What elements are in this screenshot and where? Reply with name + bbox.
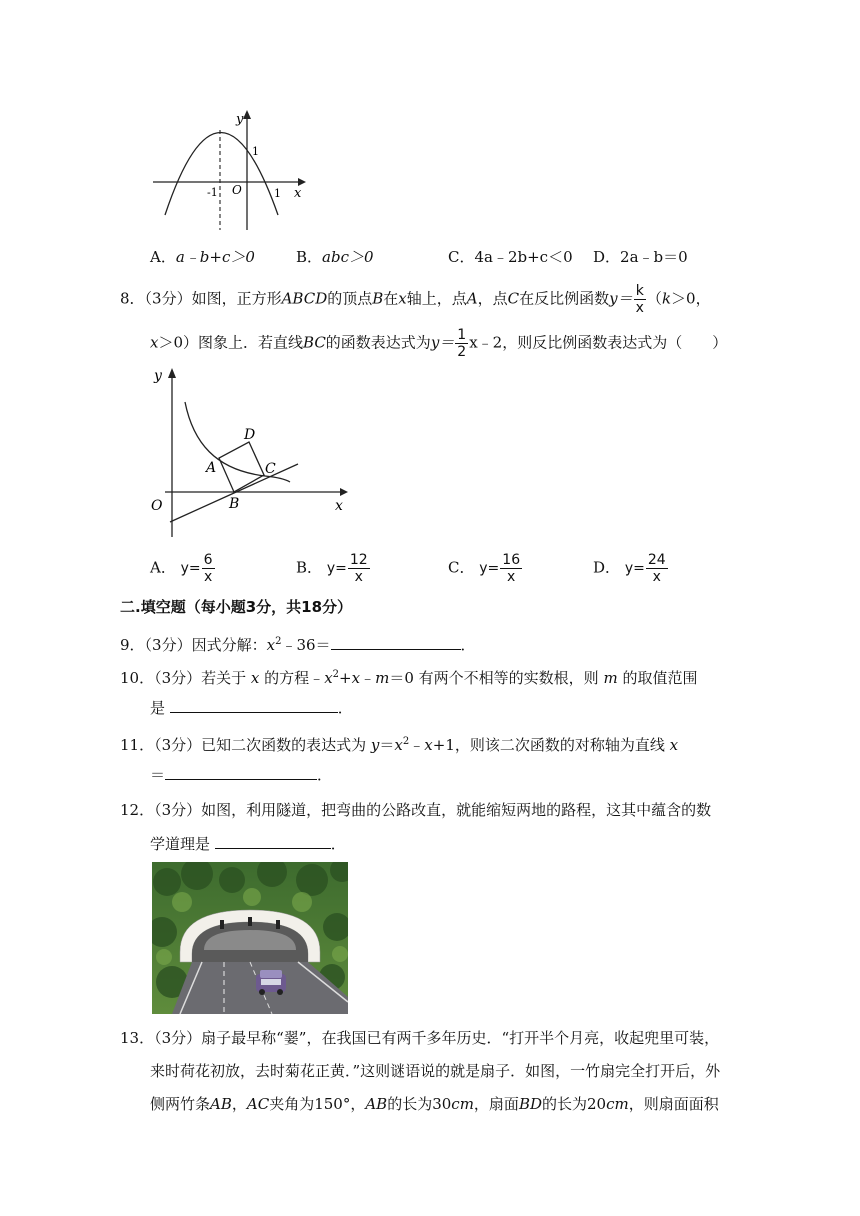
x-axis-label: x (294, 186, 302, 201)
q13-line1: 13．（3分）扇子最早称“翣”，在我国已有两千多年历史．“打开半个月亮，收起兜里可装， (120, 1029, 720, 1047)
q12-line2: 学道理是 ． (150, 835, 346, 853)
q11-line2: ＝ ． (150, 766, 333, 784)
option-text: abc＞0 (322, 248, 374, 266)
q8-stem-line2: x＞0）图象上．若直线BC的函数表达式为y＝ $\frac{1}{2}$ x﹣2，则反比例函数表达式为（ ） (150, 327, 728, 360)
q12-answer-blank[interactable] (215, 834, 331, 849)
point-a-label: A (206, 460, 217, 476)
x-axis-label: x (335, 498, 343, 514)
neg-one-label: -1 (207, 186, 218, 199)
q7-option-d[interactable] (593, 247, 688, 267)
option-letter: B． (296, 248, 323, 266)
option-letter: D． (593, 248, 621, 266)
y-axis-label: y (236, 112, 244, 127)
q8-square-hyperbola-graph (145, 362, 355, 542)
q13-line2: 来时荷花初放，去时菊花正黄．”这则谜语说的就是扇子．如图，一竹扇完全打开后，外 (150, 1062, 721, 1080)
q7-parabola-graph (150, 105, 310, 235)
q7-option-b[interactable] (296, 247, 374, 267)
option-text: a﹣b+c＞0 (175, 248, 255, 266)
option-letter: C． (448, 248, 475, 266)
q8-option-a[interactable]: A． y= $\frac{6}{x}$ (150, 552, 213, 585)
q10-line2: 是 ． (150, 699, 353, 717)
q7-option-a[interactable] (150, 247, 255, 267)
q7-option-c[interactable] (448, 247, 573, 267)
y-axis-arrow (168, 368, 176, 378)
q10-answer-blank[interactable] (170, 698, 338, 713)
q12-line1: 12．（3分）如图，利用隧道，把弯曲的公路改直，就能缩短两地的路程，这其中蕴含的数 (120, 801, 712, 819)
q10-line1: 10．（3分）若关于 x 的方程$﹣x^2+x﹣m=0$ 有两个不相等的实数根，则 m 的取值范围 (120, 669, 698, 687)
line-bc (170, 464, 298, 522)
car (256, 970, 286, 995)
origin-label: O (232, 183, 242, 197)
point-b-label: B (229, 496, 240, 512)
q11-line1: 11．（3分）已知二次函数的表达式为 $y=x^2﹣x+1$，则该二次函数的对称轴为直线 x (120, 736, 679, 754)
y-axis-arrow (243, 110, 251, 119)
option-text: 4a﹣2b+c＜0 (474, 248, 573, 266)
tunnel-photo (152, 862, 348, 1014)
parabola-curve (165, 133, 278, 216)
q8-option-c[interactable]: C． y= $\frac{16}{x}$ (448, 552, 521, 585)
q8-stem-line1: 8．（3分）如图，正方形ABCD的顶点B在x轴上，点A，点C在反比例函数y＝ $\frac{k}{x}$ （k＞0， (120, 283, 711, 316)
q8-option-d[interactable]: D． y= $\frac{24}{x}$ (593, 552, 666, 585)
option-letter: A． (150, 248, 176, 266)
q13-line3: 侧两竹条AB，AC夹角为150°，AB的长为30cm，扇面BD的长为20cm，则扇面面积 (150, 1095, 719, 1113)
k-over-x-fraction: $\frac{k}{x}$ (635, 283, 644, 316)
x-one-label: 1 (274, 187, 281, 200)
square-abcd (219, 442, 264, 492)
q8-option-b[interactable]: B． y= $\frac{12}{x}$ (296, 552, 368, 585)
x-axis-arrow (340, 488, 348, 496)
q11-answer-blank[interactable] (165, 765, 317, 780)
section-heading: 二.填空题（每小题3分，共18分） (120, 598, 353, 616)
point-c-label: C (265, 461, 276, 477)
q9-line: 9．（3分）因式分解：$x^2﹣36=$ ． (120, 636, 476, 654)
origin-label: O (151, 498, 163, 514)
half-fraction: $\frac{1}{2}$ (457, 327, 467, 360)
x-axis-arrow (298, 178, 306, 186)
q9-answer-blank[interactable] (331, 635, 461, 650)
point-d-label: D (244, 427, 256, 443)
y-intercept-label: 1 (252, 145, 259, 158)
y-axis-label: y (154, 368, 162, 384)
option-text: 2a﹣b＝0 (620, 248, 688, 266)
